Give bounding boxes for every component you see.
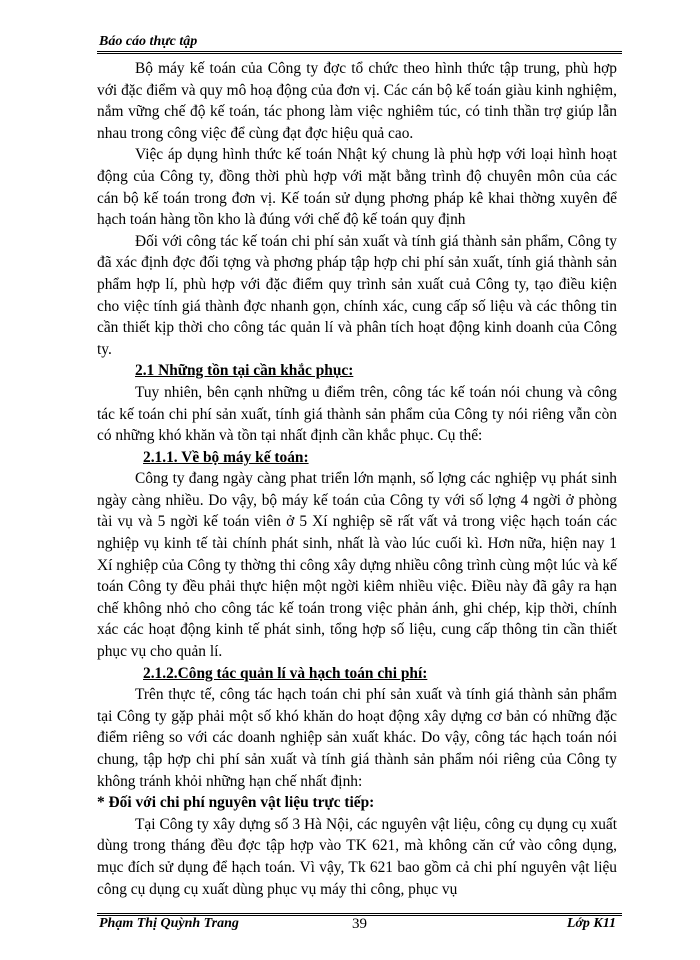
paragraph-cost-management: Trên thực tế, công tác hạch toán chi phí sản xuất và tính giá thành sản phẩm tại Công ty gặp phải một số khó khăn do hoạt động xây dựng cơ bản có những đặc điểm riêng so với các doanh nghiệp sản xuất khác. Do vậy, công tác hạch toán nói chung, tập hợp chi phí sản xuất và tính giá thành sản phẩm nói riêng của Công ty không tránh khỏi những hạn chế nhất định: [97,686,617,790]
section-heading-2-1-1: 2.1.1. Về bộ máy kế toán: [143,448,309,466]
section-heading-2-1: 2.1 Những tồn tại cần khắc phục: [135,362,354,380]
footer-author: Phạm Thị Quỳnh Trang [99,916,239,931]
footer-class: Lớp K11 [566,916,616,931]
header-divider [97,51,622,54]
paragraph-cost-accounting: Đối với công tác kế toán chi phí sản xuất và tính giá thành sản phẩm, Công ty đã xác định đợc đối tợng và phơng pháp tập hợp chi phí sản xuất, tính giá thành sản phẩm hợp lí, phù hợp với đặc điểm quy trình sản xuất cuả Công ty, tạo điều kiện cho việc tính giá thành đợc nhanh gọn, chính xác, cung cấp số liệu và các thông tin cần thiết kịp thời cho công tác quản lí và phân tích hoạt động kinh doanh của Công ty. [97,232,617,358]
page-header: Báo cáo thực tập [99,34,198,49]
bullet-heading-direct-materials: * Đối với chi phí nguyên vật liệu trực tiếp: [97,794,375,812]
section-heading-2-1-2: 2.1.2.Công tác quản lí và hạch toán chi phí: [143,664,428,682]
page-number: 39 [352,916,367,932]
paragraph-limitations-intro: Tuy nhiên, bên cạnh những u điểm trên, công tác kế toán nói chung và công tác kế toán chi phí sản xuất, tính giá thành sản phẩm của Công ty nói riêng vẫn còn có những khó khăn và tồn tại nhất định cần khắc phục. Cụ thể: [97,383,617,445]
paragraph-accounting-structure: Bộ máy kế toán của Công ty đợc tổ chức theo hình thức tập trung, phù hợp với đặc điểm và quy mô hoạ động của đơn vị. Các cán bộ kế toán giàu kinh nghiệm, nắm vững chế độ kế toán, tác phong làm việc nghiêm túc, có tinh thần trợ giúp lẫn nhau trong công việc để cùng đạt đợc hiệu quả cao. [97,60,617,142]
document-body [97,58,617,900]
paragraph-direct-materials: Tại Công ty xây dựng số 3 Hà Nội, các nguyên vật liệu, công cụ dụng cụ xuất dùng trong tháng đều đợc tập hợp vào TK 621, mà không căn cứ vào công dụng, mục đích sử dụng để hạch toán. Vì vậy, Tk 621 bao gồm cả chi phí nguyên vật liệu công cụ dụng cụ xuất dùng phục vụ máy thi công, phục vụ [97,815,617,898]
paragraph-accounting-staff: Công ty đang ngày càng phat triển lớn mạnh, số lợng các nghiệp vụ phát sinh ngày càng nhiều. Do vậy, bộ máy kế toán của Công ty với số lợng 4 ngời ở phòng tài vụ và 5 ngời kế toán viên ở 5 Xí nghiệp sẽ rất vất vả trong việc hạch toán các nghiệp vụ kinh tế tài chính phát sinh, nhất là vào lúc cuối kì. Hơn nữa, hiện nay 1 Xí nghiệp của Công ty thờng thi công xây dựng nhiều công trình cùng một lúc và kế toán Công ty đều phải thực hiện một ngời kiêm nhiều việc. Điều này đã gây ra hạn chế không nhỏ cho công tác kế toán trong việc phản ánh, ghi chép, kịp thời, chính xác các hoạt động kinh tế phát sinh, tổng hợp số liệu, cung cấp thông tin cần thiết phục vụ cho quản lí. [97,470,617,661]
paragraph-journal-form: Việc áp dụng hình thức kế toán Nhật ký chung là phù hợp với loại hình hoạt động của Công ty, đồng thời phù hợp với mặt bằng trình độ chuyên môn của các cán bộ kế toán trong đơn vị. Kế toán sử dụng phơng pháp kê khai thờng xuyên để hạch toán hàng tồn kho là đúng với chế độ kế toán quy định [97,146,617,229]
